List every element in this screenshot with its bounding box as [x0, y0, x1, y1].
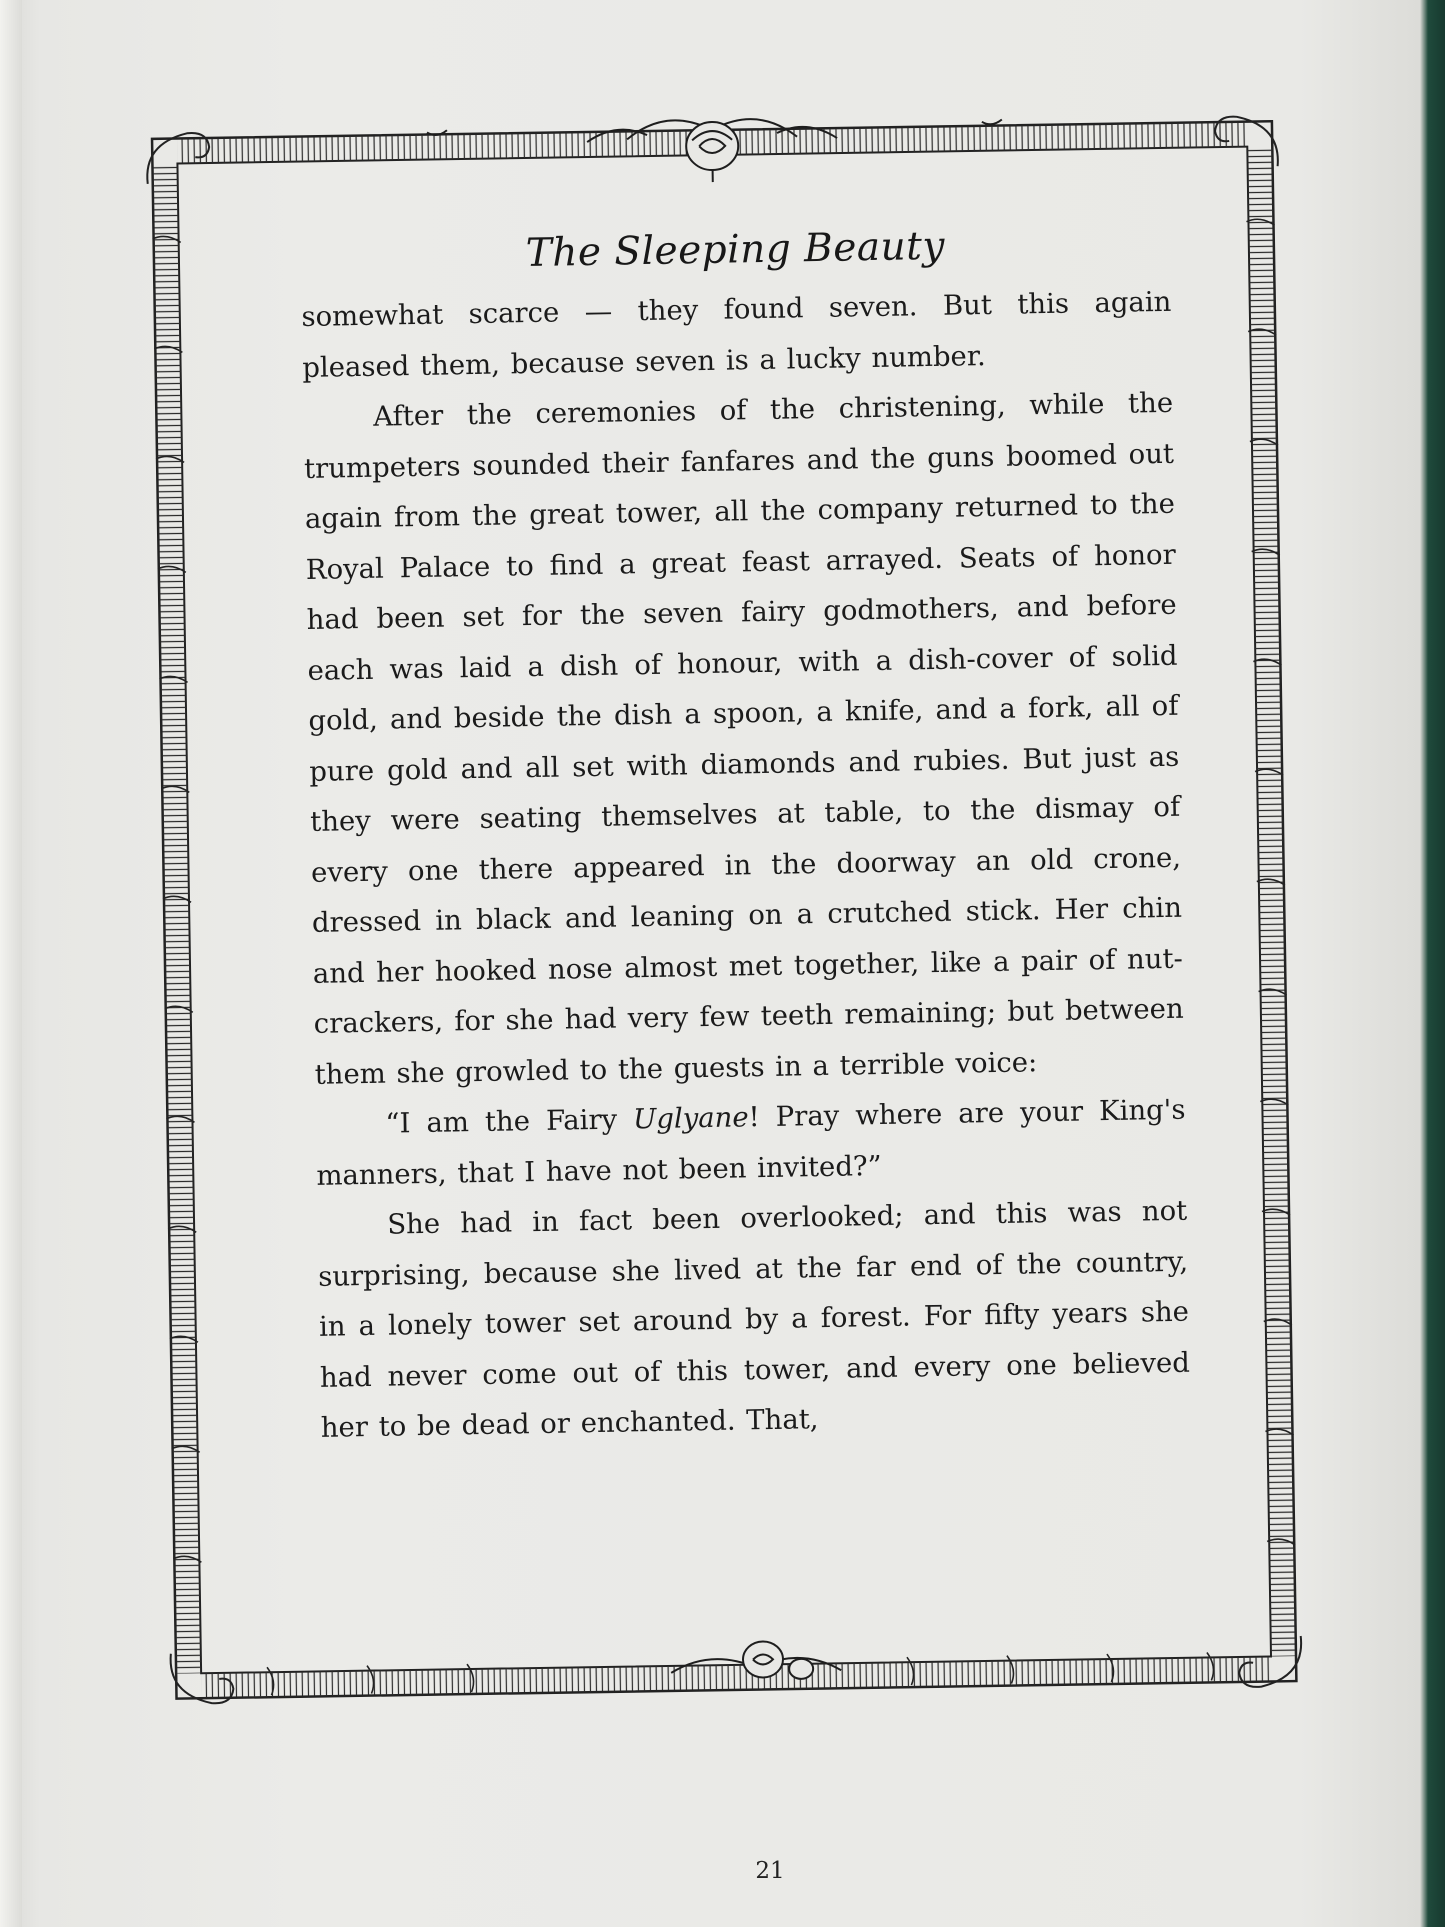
paragraph-4: She had in fact been overlooked; and this was not surprising, because she lived at the far end of the country, in a lonely tower set around by a forest. For fifty years she had never come out of this tower, and every one believed her to be dead or enchanted. That,: [317, 1194, 1191, 1444]
running-title: The Sleeping Beauty: [525, 223, 946, 277]
paragraph-3: [315, 1085, 1187, 1201]
page-content: [300, 220, 1193, 1565]
frame-bottom-band: [201, 1656, 1271, 1697]
paragraph-1: somewhat scarce — they found seven. But this again pleased them, because seven is a lucky number.: [301, 285, 1172, 384]
paragraph-3-lead: “I am the Fairy: [385, 1103, 634, 1140]
page-number: 21: [755, 1858, 785, 1884]
fairy-name-italic: Uglyane: [632, 1101, 749, 1136]
paragraph-3-rest: ! Pray where are your King's manners, that I have not been invited?”: [316, 1093, 1186, 1192]
paragraph-2: After the ceremonies of the christening, while the trumpeters sounded their fanfares and the guns boomed out again from the great tower, all the company returned to the Royal Palace to find a great feast arrayed. Seats of honor had been set for the seven fairy godmothers, and before each was laid a dish of honour, with a dish-cover of solid gold, and beside the dish a spoon, a knife, and a fork, all of pure gold and all set with diamonds and rubies. But just as they were seating themselves at table, to the dismay of every one there appeared in the doorway an old crone, dressed in black and leaning on a crutched stick. Her chin and her hooked nose almost met together, like a pair of nut-crackers, for she had very few teeth remaining; but between them she growled to the guests in a terrible voice:: [303, 386, 1184, 1091]
